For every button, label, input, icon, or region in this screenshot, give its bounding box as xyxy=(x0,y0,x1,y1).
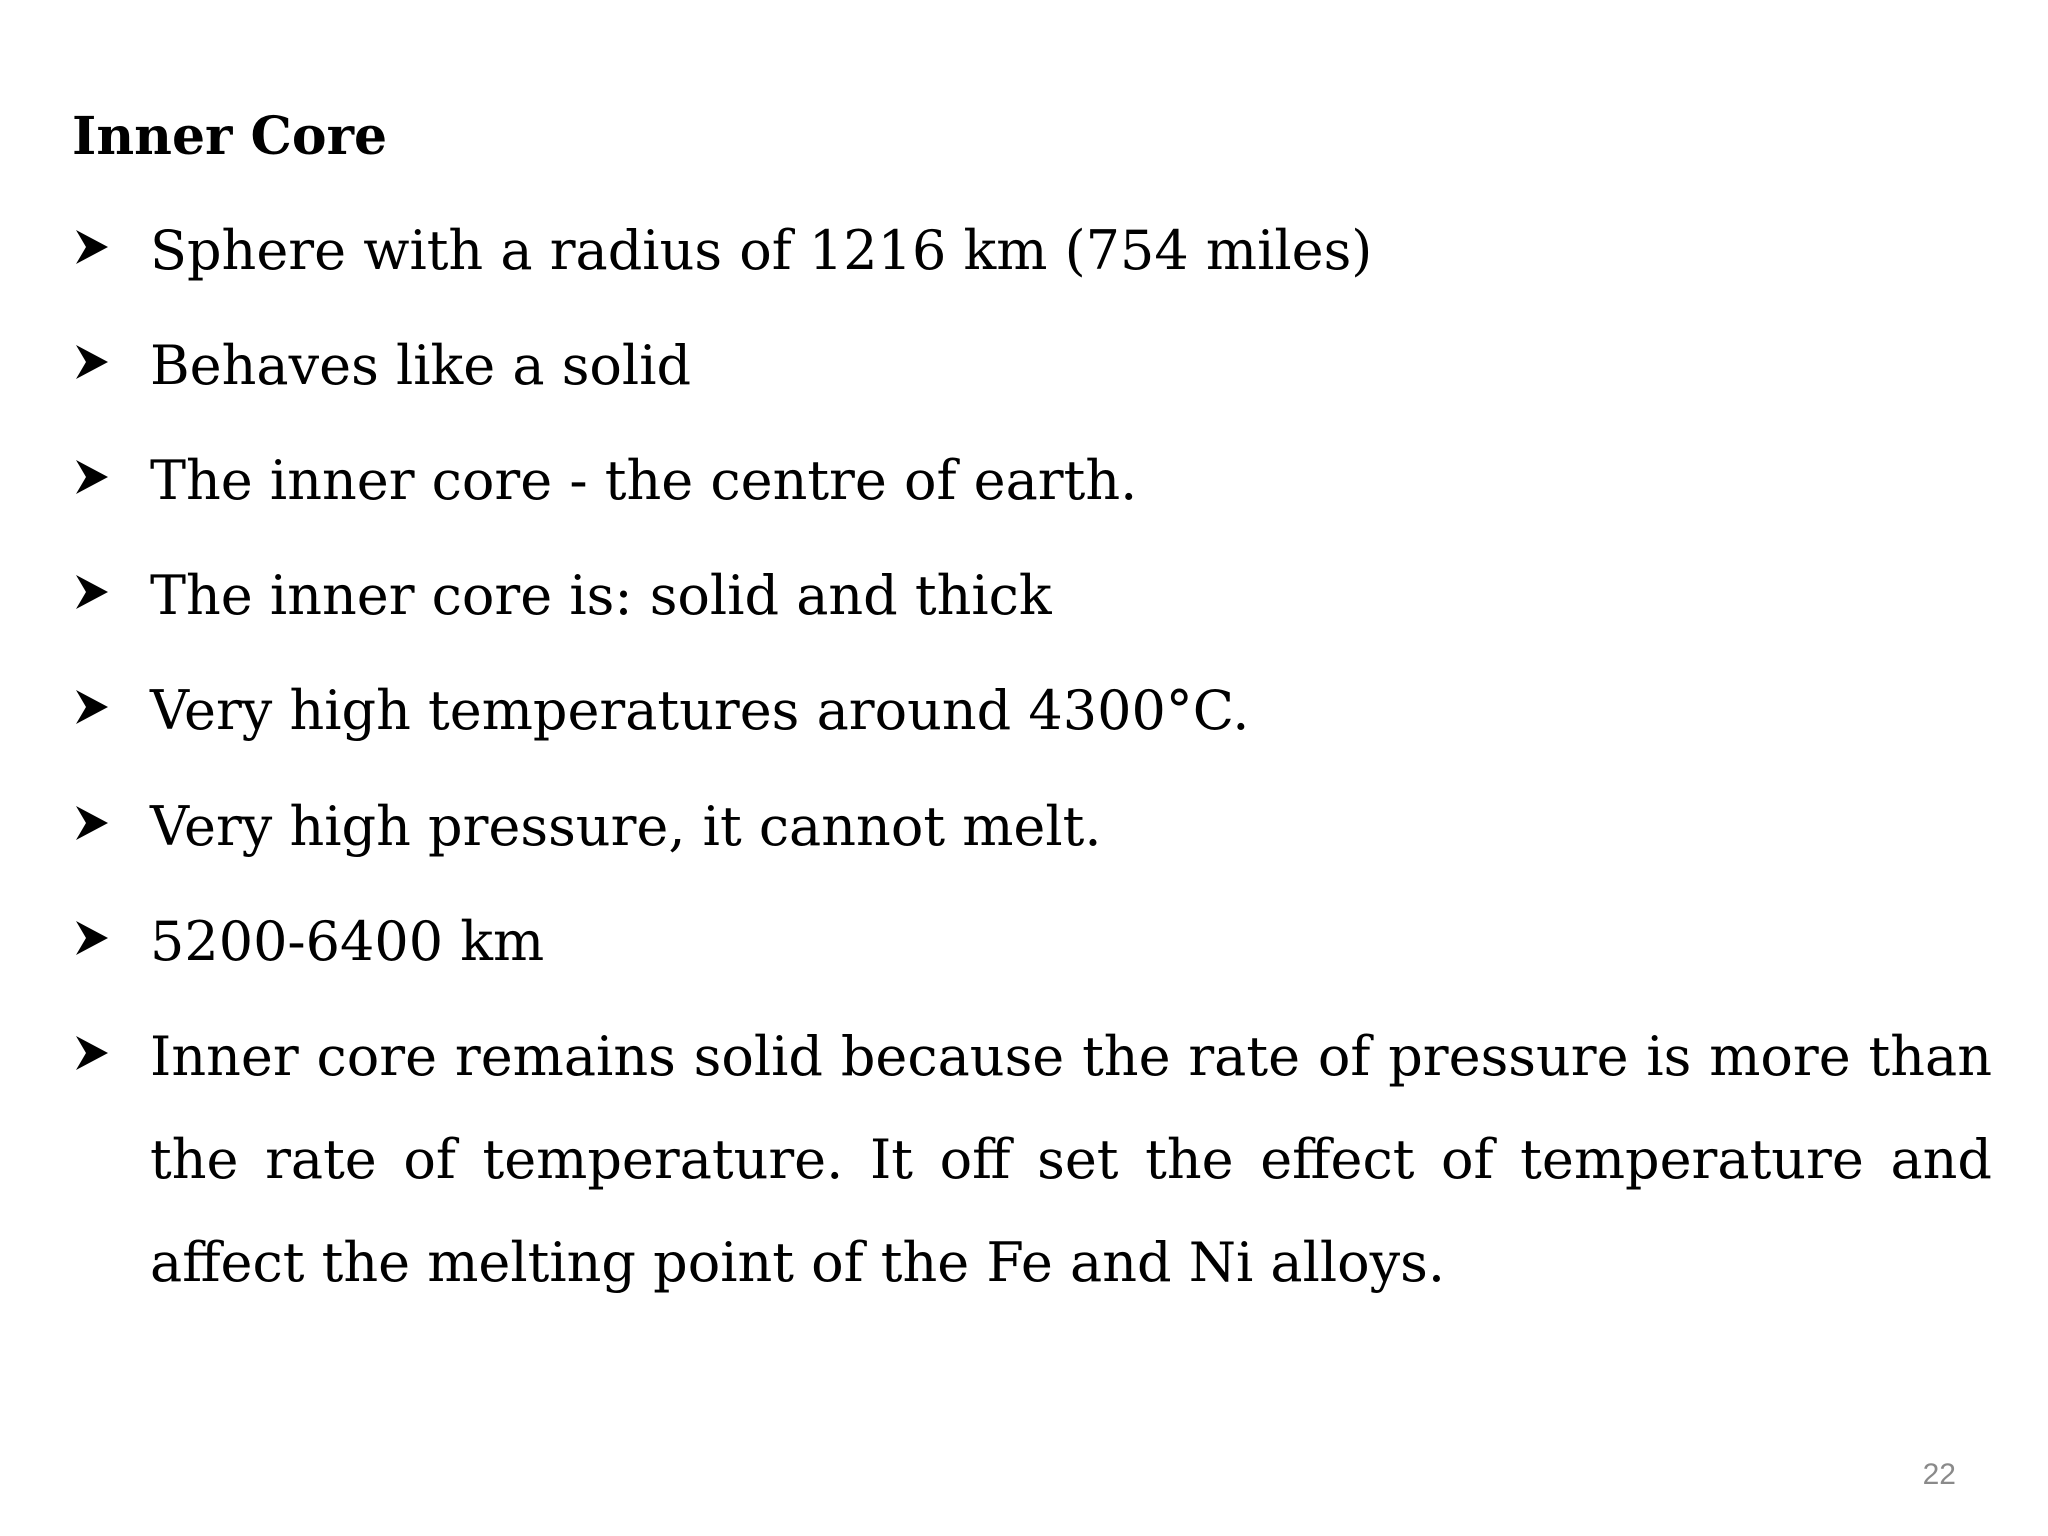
bullet-text: Very high temperatures around 4300°C. xyxy=(150,679,1250,742)
bullet-text: The inner core - the centre of earth. xyxy=(150,449,1138,512)
bullet-text: Inner core remains solid because the rate of pressure is more than the rate of temperature. It off set the effect of temperature and affect the melting point of the Fe and Ni alloys. xyxy=(150,1025,1992,1294)
arrow-bullet-icon xyxy=(72,227,112,267)
bullet-text: Sphere with a radius of 1216 km (754 miles) xyxy=(150,219,1373,282)
arrow-bullet-icon xyxy=(72,342,112,382)
arrow-bullet-icon xyxy=(72,1033,112,1073)
arrow-bullet-icon xyxy=(72,687,112,727)
arrow-bullet-icon xyxy=(72,803,112,843)
bullet-text: Behaves like a solid xyxy=(150,334,692,397)
bullet-text: Very high pressure, it cannot melt. xyxy=(150,795,1102,858)
arrow-bullet-icon xyxy=(72,572,112,612)
bullet-text: The inner core is: solid and thick xyxy=(150,564,1052,627)
arrow-bullet-icon xyxy=(72,918,112,958)
page-number: 22 xyxy=(1922,1458,1956,1491)
slide-title: Inner Core xyxy=(72,106,388,167)
bullet-text: 5200-6400 km xyxy=(150,910,545,973)
arrow-bullet-icon xyxy=(72,457,112,497)
